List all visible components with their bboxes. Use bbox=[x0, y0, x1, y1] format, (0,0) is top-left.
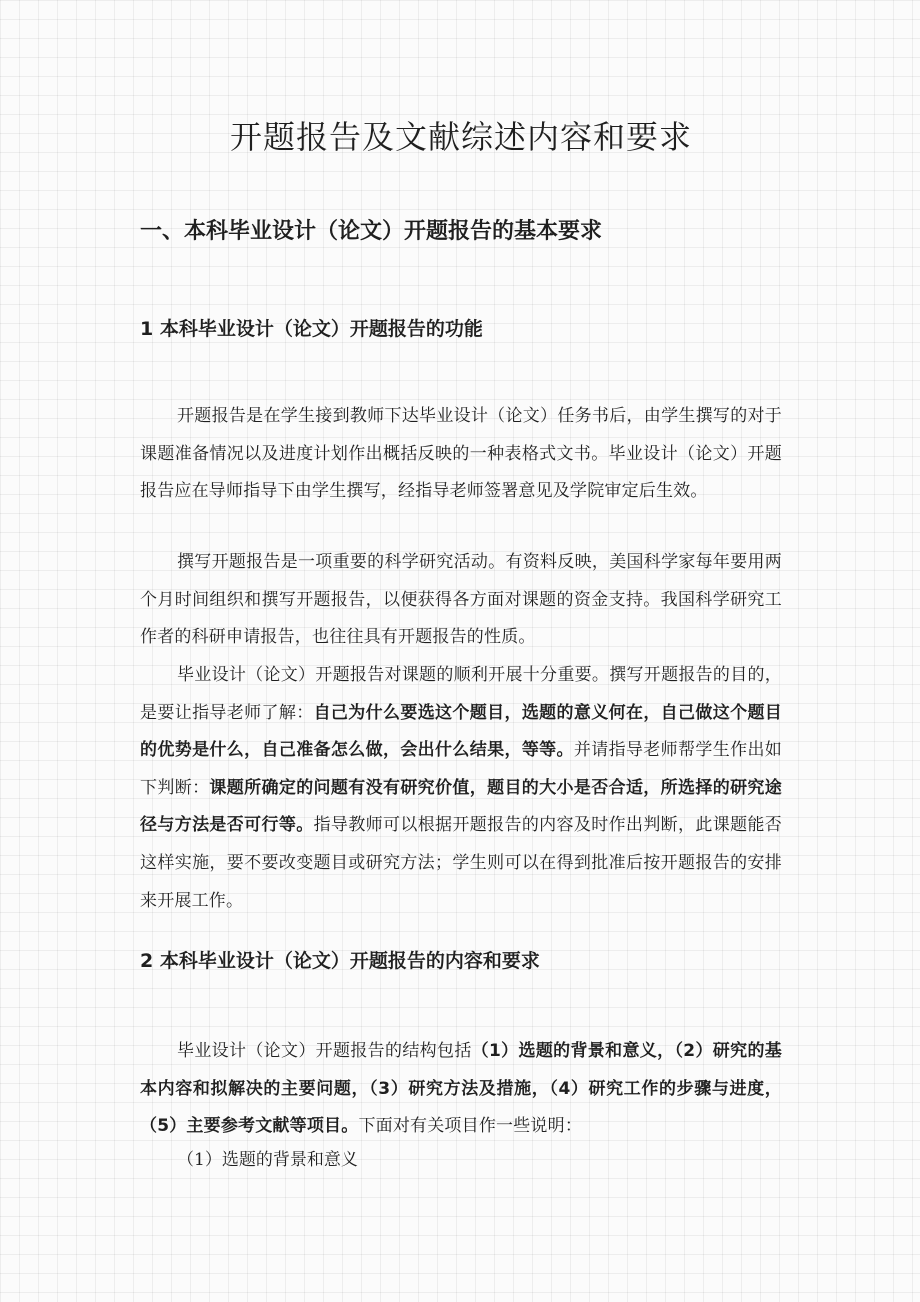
list-item-1: （1）选题的背景和意义 bbox=[177, 1150, 358, 1170]
paragraph-3 bbox=[140, 657, 782, 920]
paragraph-4 bbox=[140, 1033, 782, 1146]
paragraph-1: 开题报告是在学生接到教师下达毕业设计（论文）任务书后，由学生撰写的对于课题准备情况以及进度计划作出概括反映的一种表格式文书。毕业设计（论文）开题报告应在导师指导下由学生撰写，经指导老师签署意见及学院审定后生效。 bbox=[140, 406, 782, 502]
subsection-heading-2: 2 本科毕业设计（论文）开题报告的内容和要求 bbox=[140, 950, 540, 972]
document-title: 开题报告及文献综述内容和要求 bbox=[229, 118, 692, 156]
paragraph-3-bold-2: 课题所确定的问题有没有研究价值，题目的大小是否合适，所选择的研究途径与方法是否可行等。 bbox=[140, 777, 782, 836]
subsection-heading-1: 1 本科毕业设计（论文）开题报告的功能 bbox=[140, 318, 483, 340]
section-heading-1: 一、本科毕业设计（论文）开题报告的基本要求 bbox=[140, 219, 603, 244]
paragraph-4-bold-1: （1）选题的背景和意义，（2）研究的基本内容和拟解决的主要问题，（3）研究方法及措施，（4）研究工作的步骤与进度，（5）主要参考文献等项目。 bbox=[140, 1041, 782, 1137]
paragraph-3-text-3: 指导教师可以根据开题报告的内容及时作出判断，此课题能否这样实施，要不要改变题目或研究方法；学生则可以在得到批准后按开题报告的安排来开展工作。 bbox=[140, 815, 783, 911]
paragraph-3-text-2: 并请指导老师帮学生作出如下判断： bbox=[140, 740, 782, 798]
paragraph-2: 撰写开题报告是一项重要的科学研究活动。有资料反映，美国科学家每年要用两个月时间组织和撰写开题报告，以便获得各方面对课题的资金支持。我国科学研究工作者的科研申请报告，也往往具有开题报告的性质。 bbox=[140, 552, 782, 648]
paragraph-4-text-1: 毕业设计（论文）开题报告的结构包括 bbox=[177, 1041, 472, 1061]
paragraph-4-text-2: 下面对有关项目作一些说明： bbox=[358, 1116, 583, 1137]
paragraph-3-text-1: 毕业设计（论文）开题报告对课题的顺利开展十分重要。撰写开题报告的目的，是要让指导老师了解： bbox=[140, 665, 782, 723]
paragraph-3-bold-1: 自己为什么要选这个题目，选题的意义何在，自己做这个题目的优势是什么，自己准备怎么做，会出什么结果，等等。 bbox=[140, 702, 783, 761]
